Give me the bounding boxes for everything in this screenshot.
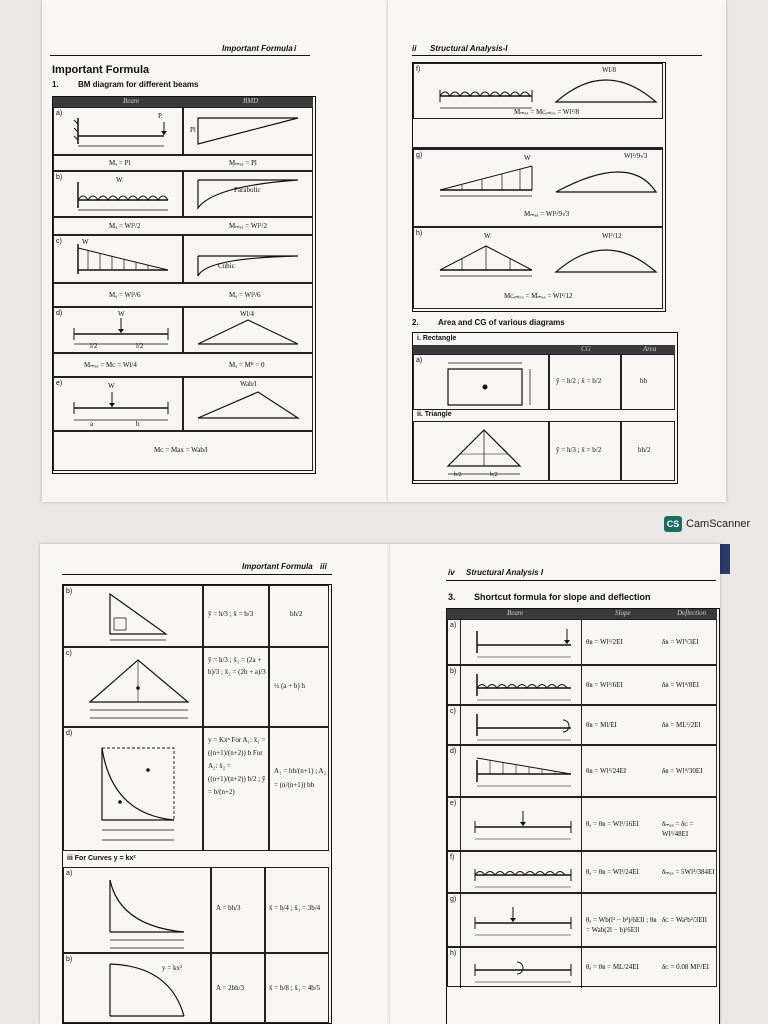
cg-formula: ȳ = h/3 ; x̄₁ = (2a + b)/3 ; x̄₂ = (2b + a)/3 bbox=[208, 656, 266, 676]
slope-formula: θₐ = θʙ = Wl³/24EI bbox=[586, 868, 639, 876]
row-label: b) bbox=[56, 174, 63, 181]
beam-cell-d bbox=[53, 307, 183, 353]
cantilever-udl-icon bbox=[467, 669, 579, 703]
beam-cell bbox=[460, 620, 582, 666]
formula-row-d bbox=[53, 353, 313, 377]
formula-left: Mₐ = Wl²/2 bbox=[109, 222, 141, 230]
section-number: 3. bbox=[448, 592, 456, 602]
formula-row-a bbox=[53, 155, 313, 171]
cg-formula: ȳ = h/2 ; x̄ = b/2 bbox=[556, 377, 602, 385]
simply-supported-eccentric-load-icon bbox=[64, 386, 176, 426]
page-number: i bbox=[294, 44, 297, 53]
ss-uvl-beam-icon bbox=[432, 156, 542, 200]
subsection-curves: iii For Curves y = kx² bbox=[67, 855, 136, 862]
beam-cell-b bbox=[53, 171, 183, 217]
row-label: e) bbox=[56, 380, 63, 387]
bmd-note: Parabolic bbox=[234, 186, 261, 194]
scalene-triangle-icon bbox=[84, 654, 194, 724]
tri-figure-cell bbox=[413, 421, 549, 481]
half-base: b/2 bbox=[454, 472, 462, 478]
formula: Mₘₐₓ = Wl²/9√3 bbox=[524, 210, 570, 218]
page-4 bbox=[390, 544, 720, 1024]
tri-area-cell bbox=[621, 421, 675, 481]
table-header-band bbox=[447, 609, 717, 619]
area-cg-table bbox=[412, 332, 678, 484]
area-formula: ½ (a + b) h bbox=[274, 682, 305, 690]
cubic-bmd-icon bbox=[194, 242, 304, 280]
row-label: d) bbox=[450, 748, 457, 755]
formula-left: Mₘₐₓ = Mᴄ = Wl/4 bbox=[84, 361, 137, 369]
row-label: d) bbox=[56, 310, 63, 317]
bmd-note: Wl²/9√3 bbox=[624, 152, 648, 160]
area-formula: A = 2bh/3 bbox=[216, 984, 245, 992]
row-label: c) bbox=[66, 650, 72, 657]
header-rule bbox=[50, 55, 310, 56]
load-label: P bbox=[158, 112, 162, 120]
formula-row-e bbox=[53, 431, 313, 471]
curve-cg-b bbox=[265, 953, 329, 1023]
col-beam: Beam bbox=[507, 609, 523, 617]
running-header: Important Formula bbox=[222, 44, 293, 53]
span-a: a bbox=[90, 420, 94, 428]
cubic-bmd-icon bbox=[550, 162, 660, 196]
slope-row bbox=[447, 745, 717, 797]
area-formula: A₁ = bh/(n+1) ; A₂ = (n/(n+1)) bh bbox=[274, 767, 327, 789]
running-header: Structural Analysis-I bbox=[430, 44, 508, 53]
fig-d bbox=[63, 727, 203, 851]
rectangle-figure-icon bbox=[434, 359, 544, 409]
parabolic-area-icon bbox=[100, 960, 200, 1024]
slope-row bbox=[447, 851, 717, 893]
header-rule bbox=[62, 574, 332, 575]
beam-cell-c bbox=[53, 235, 183, 283]
ss-triangular-load-icon bbox=[432, 236, 542, 280]
area-c bbox=[269, 647, 329, 727]
parabolic-bmd-icon bbox=[550, 72, 660, 106]
row-label: a) bbox=[450, 622, 457, 629]
load-label: W bbox=[118, 310, 125, 318]
cg-formula: ȳ = h/3 ; x̄ = b/3 bbox=[208, 610, 254, 618]
slope-row bbox=[447, 893, 717, 947]
row-label: b) bbox=[66, 588, 73, 595]
page-1 bbox=[42, 0, 388, 502]
bmd-note: Wab/l bbox=[240, 380, 257, 388]
span-b: b bbox=[136, 420, 140, 428]
row-g bbox=[413, 149, 663, 227]
slope-formula: θʙ = Wl²/2EI bbox=[586, 638, 623, 646]
section-title: BM diagram for different beams bbox=[78, 80, 199, 89]
beam-cell bbox=[460, 894, 582, 948]
running-header: Structural Analysis I bbox=[466, 568, 544, 577]
load-label: W bbox=[116, 176, 123, 184]
cg-d bbox=[203, 727, 269, 851]
section-number: 1. bbox=[52, 80, 59, 89]
cantilever-uvl-icon bbox=[467, 749, 579, 795]
area-cg-table-continued bbox=[62, 584, 332, 1024]
triangle-bmd-icon bbox=[194, 314, 304, 350]
camscanner-logo-icon: CS bbox=[664, 516, 682, 532]
row-label: h) bbox=[450, 950, 457, 957]
area-formula: bh bbox=[640, 377, 647, 385]
curve-area-a bbox=[211, 867, 265, 953]
page-2 bbox=[388, 0, 726, 502]
row-label: c) bbox=[450, 708, 456, 715]
cg-formula: ȳ = h/3 ; x̄ = b/2 bbox=[556, 446, 602, 454]
rect-figure-cell bbox=[413, 354, 549, 410]
page-3 bbox=[40, 544, 390, 1024]
formula-row-c bbox=[53, 283, 313, 307]
row-label: f) bbox=[450, 854, 455, 861]
table-header-band bbox=[413, 345, 675, 354]
row-label: e) bbox=[450, 800, 457, 807]
beam-cell bbox=[460, 706, 582, 746]
spandrel-figure-icon bbox=[100, 876, 200, 952]
curve-equation: y = kx² bbox=[162, 964, 183, 972]
formula-right: Mₐ = Wl²/6 bbox=[229, 291, 261, 299]
col-deflection: Deflection bbox=[677, 609, 707, 617]
deflection-formula: δᴄ = 0.08 Ml²/EI bbox=[662, 963, 709, 971]
formula-right: Mₘₐₓ = Pl bbox=[229, 159, 257, 167]
curve-area-figure-icon bbox=[88, 740, 198, 850]
curve-fig-a bbox=[63, 867, 211, 953]
rect-cg-cell bbox=[549, 354, 621, 410]
bmd-cell-e bbox=[183, 377, 313, 431]
slope-formula: θʙ = Ml/EI bbox=[586, 721, 617, 729]
section-number: 2. bbox=[412, 318, 419, 327]
deflection-formula: δʙ = ML²/2EI bbox=[662, 721, 701, 729]
bm-table-continued bbox=[412, 62, 666, 312]
load-label: W bbox=[524, 154, 531, 162]
deflection-formula: δₘₐₓ = δᴄ = Wl³/48EI bbox=[662, 820, 694, 838]
col-bmd: BMD bbox=[243, 97, 259, 105]
ss-udl-beam-icon bbox=[432, 72, 542, 112]
deflection-formula: δʙ = Wl³/3EI bbox=[662, 638, 699, 646]
bmd-cell-c bbox=[183, 235, 313, 283]
page-title: Important Formula bbox=[52, 64, 150, 76]
simply-supported-point-load-icon bbox=[64, 314, 176, 350]
col-area: Area bbox=[643, 345, 657, 353]
beam-cell bbox=[460, 746, 582, 798]
deflection-formula: δₘₐₓ = 5Wl⁴/384EI bbox=[662, 868, 715, 876]
row-label: a) bbox=[66, 870, 73, 877]
row-label: a) bbox=[416, 357, 423, 364]
cg-c bbox=[203, 647, 269, 727]
load-label: W bbox=[108, 382, 115, 390]
row-label: g) bbox=[450, 896, 457, 903]
ss-udl-icon bbox=[467, 855, 579, 891]
area-formula: bh/2 bbox=[290, 610, 303, 618]
fig-c bbox=[63, 647, 203, 727]
triangular-bmd-icon bbox=[194, 114, 304, 150]
ss-central-moment-icon bbox=[467, 951, 579, 985]
slope-row bbox=[447, 619, 717, 665]
row-label: b) bbox=[66, 956, 73, 963]
slope-formula: θₐ = Wb(l² − b²)/6EIl ; θʙ = Wab(2l − b)/6EIl bbox=[586, 916, 657, 934]
deflection-formula: δʙ = Wl⁴/30EI bbox=[662, 767, 703, 775]
quartic-bmd-icon bbox=[550, 242, 660, 276]
deflection-formula: δᴄ = Wa²b²/3EIl bbox=[662, 916, 707, 924]
span-label: l/2 bbox=[90, 342, 98, 350]
row-label: b) bbox=[450, 668, 457, 675]
formula: Mₘₐₓ = Mᴄₑₙₜᵣₑ = Wl²/8 bbox=[514, 108, 580, 116]
page-number: iv bbox=[448, 568, 455, 577]
bmd-cell-a bbox=[183, 107, 313, 155]
row-f bbox=[413, 63, 663, 119]
row-label: c) bbox=[56, 238, 62, 245]
slope-formula: θʙ = Wl³/6EI bbox=[586, 681, 623, 689]
rect-area-cell bbox=[621, 354, 675, 410]
section-title: Area and CG of various diagrams bbox=[438, 318, 565, 327]
right-triangle-icon bbox=[100, 590, 180, 644]
load-label: W bbox=[484, 232, 491, 240]
skew-triangle-bmd-icon bbox=[194, 386, 304, 426]
formula-left: Mₐ = Wl²/6 bbox=[109, 291, 141, 299]
ss-eccentric-load-icon bbox=[467, 897, 579, 945]
bmd-note: Wl/8 bbox=[602, 66, 616, 74]
curve-area-b bbox=[211, 953, 265, 1023]
area-b bbox=[269, 585, 329, 647]
row-label: a) bbox=[56, 110, 63, 117]
half-base: b/2 bbox=[490, 472, 498, 478]
cg-formula: y = Kxⁿ For A₁: x̄₁ = ((n+1)/(n+2)) b For A₂: x̄₂ = ((n+1)/(n+2)) b/2 ; ȳ = b/(n+2) bbox=[208, 736, 266, 796]
slope-row bbox=[447, 797, 717, 851]
area-formula: A = bh/3 bbox=[216, 904, 241, 912]
bmd-note: Cubic bbox=[218, 262, 235, 270]
bmd-cell-b bbox=[183, 171, 313, 217]
span-label: l/2 bbox=[136, 342, 144, 350]
page-number: iii bbox=[320, 562, 327, 571]
subsection-rectangle: i. Rectangle bbox=[417, 335, 457, 342]
col-beam: Beam bbox=[123, 97, 139, 105]
slope-row bbox=[447, 665, 717, 705]
beam-cell-e bbox=[53, 377, 183, 431]
header-rule bbox=[446, 580, 716, 581]
slope-row bbox=[447, 947, 717, 987]
cantilever-uvl-icon bbox=[64, 240, 176, 280]
page-number: ii bbox=[412, 44, 417, 53]
subsection-triangle: ii. Triangle bbox=[417, 411, 452, 418]
deflection-formula: δʙ = Wl⁴/8EI bbox=[662, 681, 699, 689]
parabolic-bmd-icon bbox=[194, 176, 304, 214]
formula-right: Mₐ = Mᴮ = 0 bbox=[229, 361, 265, 369]
bmd-cell-d bbox=[183, 307, 313, 353]
beam-cell bbox=[460, 948, 582, 988]
table-header-band bbox=[53, 97, 313, 107]
row-h bbox=[413, 227, 663, 309]
cantilever-point-load-icon bbox=[467, 623, 579, 663]
slope-formula: θʙ = Wl³/24EI bbox=[586, 767, 627, 775]
curve-cg-a bbox=[265, 867, 329, 953]
formula-row-b bbox=[53, 217, 313, 235]
bmd-note: Wl/4 bbox=[240, 310, 254, 318]
col-cg: CG bbox=[581, 345, 591, 353]
area-formula: bh/2 bbox=[638, 446, 651, 454]
section-title: Shortcut formula for slope and deflection bbox=[474, 592, 651, 602]
row-label: h) bbox=[416, 230, 423, 237]
running-header: Important Formula bbox=[242, 562, 313, 571]
formula: Mᴄₑₙₜᵣₑ = Mₘₐₓ = Wl²/12 bbox=[504, 292, 573, 300]
bmd-note: Pl bbox=[190, 126, 196, 134]
row-label: g) bbox=[416, 152, 423, 159]
fig-b bbox=[63, 585, 203, 647]
area-d bbox=[269, 727, 329, 851]
tri-cg-cell bbox=[549, 421, 621, 481]
camscanner-watermark bbox=[664, 514, 750, 534]
beam-cell bbox=[460, 798, 582, 852]
bm-table bbox=[52, 96, 316, 474]
slope-formula: θₐ = θʙ = ML/24EI bbox=[586, 963, 639, 971]
beam-cell bbox=[460, 666, 582, 706]
bmd-note: Wl²/12 bbox=[602, 232, 622, 240]
cantilever-moment-icon bbox=[467, 709, 579, 743]
col-slope: Slope bbox=[615, 609, 631, 617]
cg-formula: x̄ = b/8 ; x̄₁ = 4b/5 bbox=[269, 984, 321, 992]
formula-left: Mₐ = Pl bbox=[109, 159, 131, 167]
camscanner-text: CamScanner bbox=[686, 518, 751, 530]
ss-point-load-icon bbox=[467, 801, 579, 849]
slope-deflection-table bbox=[446, 608, 720, 1024]
triangle-figure-icon bbox=[434, 426, 544, 480]
beam-cell-a bbox=[53, 107, 183, 155]
curve-fig-b bbox=[63, 953, 211, 1023]
cg-b bbox=[203, 585, 269, 647]
header-rule bbox=[412, 55, 702, 56]
beam-cell bbox=[460, 852, 582, 894]
row-label: f) bbox=[416, 66, 421, 73]
slope-row bbox=[447, 705, 717, 745]
load-label: W bbox=[82, 238, 89, 246]
formula-left: Mᴄ = Max = Wab/l bbox=[154, 446, 208, 454]
row-label: d) bbox=[66, 730, 73, 737]
cg-formula: x̄ = b/4 ; x̄₁ = 3b/4 bbox=[269, 904, 321, 912]
slope-formula: θₐ = θʙ = Wl²/16EI bbox=[586, 820, 639, 828]
formula-right: Mₘₐₓ = Wl²/2 bbox=[229, 222, 267, 230]
